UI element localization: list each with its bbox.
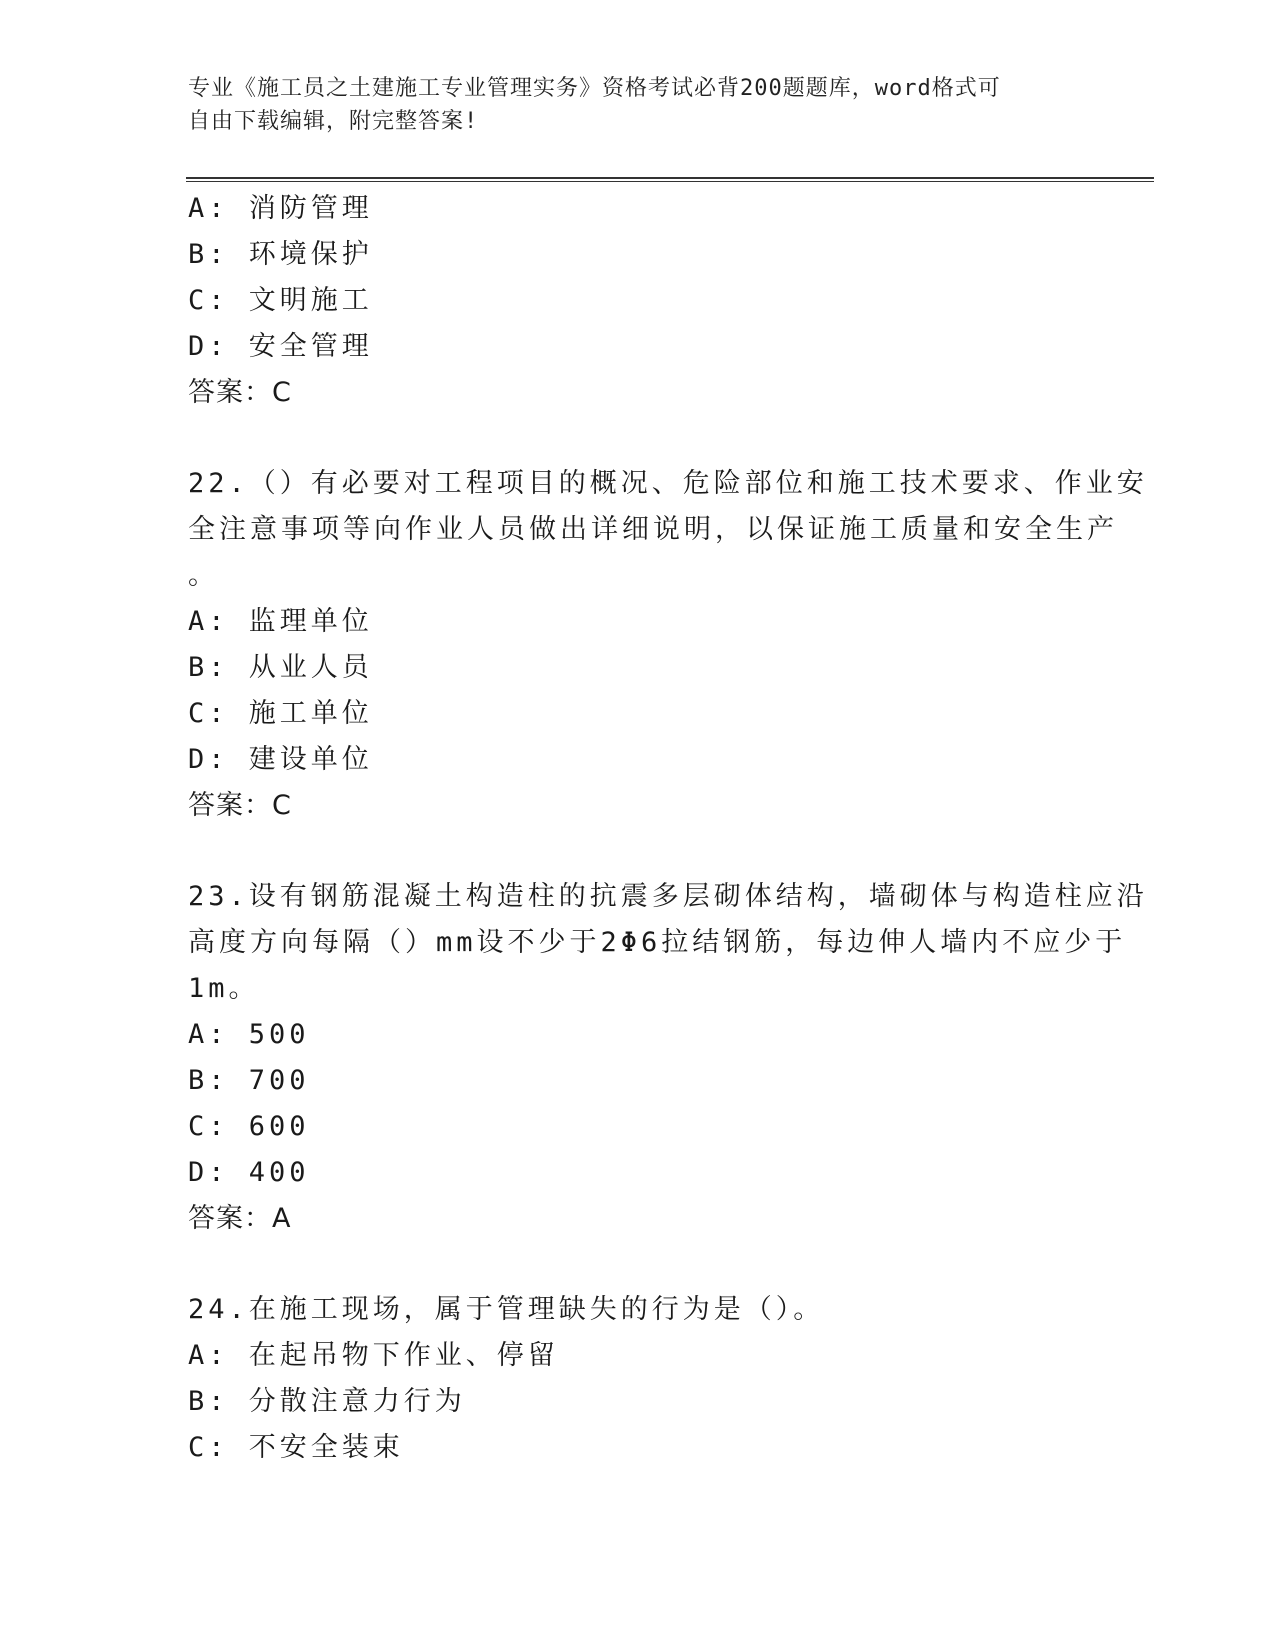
document-header bbox=[188, 72, 1088, 138]
spacer bbox=[188, 416, 1088, 461]
question-22 bbox=[188, 461, 1148, 829]
option-c: C: 文明施工 bbox=[188, 285, 373, 316]
header-line-2: 自由下载编辑，附完整答案! bbox=[188, 109, 479, 134]
question-text-line-1: 22.（）有必要对工程项目的概况、危险部位和施工技术要求、作业安 bbox=[188, 468, 1148, 499]
question-text-line-1: 23.设有钢筋混凝土构造柱的抗震多层砌体结构，墙砌体与构造柱应沿 bbox=[188, 881, 1148, 912]
option-d: D: 建设单位 bbox=[188, 744, 373, 775]
option-c: C: 施工单位 bbox=[188, 698, 373, 729]
question-text-line-2: 全注意事项等向作业人员做出详细说明，以保证施工质量和安全生产 bbox=[188, 514, 1118, 545]
option-c: C: 600 bbox=[188, 1111, 310, 1142]
option-a: A: 在起吊物下作业、停留 bbox=[188, 1340, 559, 1371]
answer: 答案：C bbox=[188, 377, 292, 408]
question-text-line-3: 。 bbox=[188, 560, 219, 591]
option-a: A: 消防管理 bbox=[188, 193, 373, 224]
header-divider bbox=[186, 177, 1154, 182]
option-b: B: 分散注意力行为 bbox=[188, 1386, 466, 1417]
question-21 bbox=[188, 186, 1088, 416]
answer: 答案：C bbox=[188, 790, 292, 821]
question-24 bbox=[188, 1287, 1088, 1471]
question-text-line-3: 1m。 bbox=[188, 973, 260, 1004]
option-a: A: 监理单位 bbox=[188, 606, 373, 637]
question-content bbox=[188, 186, 1148, 1471]
option-d: D: 400 bbox=[188, 1157, 310, 1188]
option-b: B: 700 bbox=[188, 1065, 310, 1096]
spacer bbox=[188, 1242, 1088, 1287]
option-d: D: 安全管理 bbox=[188, 331, 373, 362]
answer: 答案：A bbox=[188, 1203, 292, 1234]
question-23 bbox=[188, 874, 1148, 1242]
spacer bbox=[188, 829, 1088, 874]
option-a: A: 500 bbox=[188, 1019, 310, 1050]
option-c: C: 不安全装束 bbox=[188, 1432, 404, 1463]
header-line-1: 专业《施工员之土建施工专业管理实务》资格考试必背200题题库，word格式可 bbox=[188, 76, 1001, 101]
question-text-line-2: 高度方向每隔（）mm设不少于2Φ6拉结钢筋，每边伸人墙内不应少于 bbox=[188, 927, 1127, 958]
question-text-line-1: 24.在施工现场，属于管理缺失的行为是（）。 bbox=[188, 1294, 825, 1325]
option-b: B: 环境保护 bbox=[188, 239, 373, 270]
option-b: B: 从业人员 bbox=[188, 652, 373, 683]
